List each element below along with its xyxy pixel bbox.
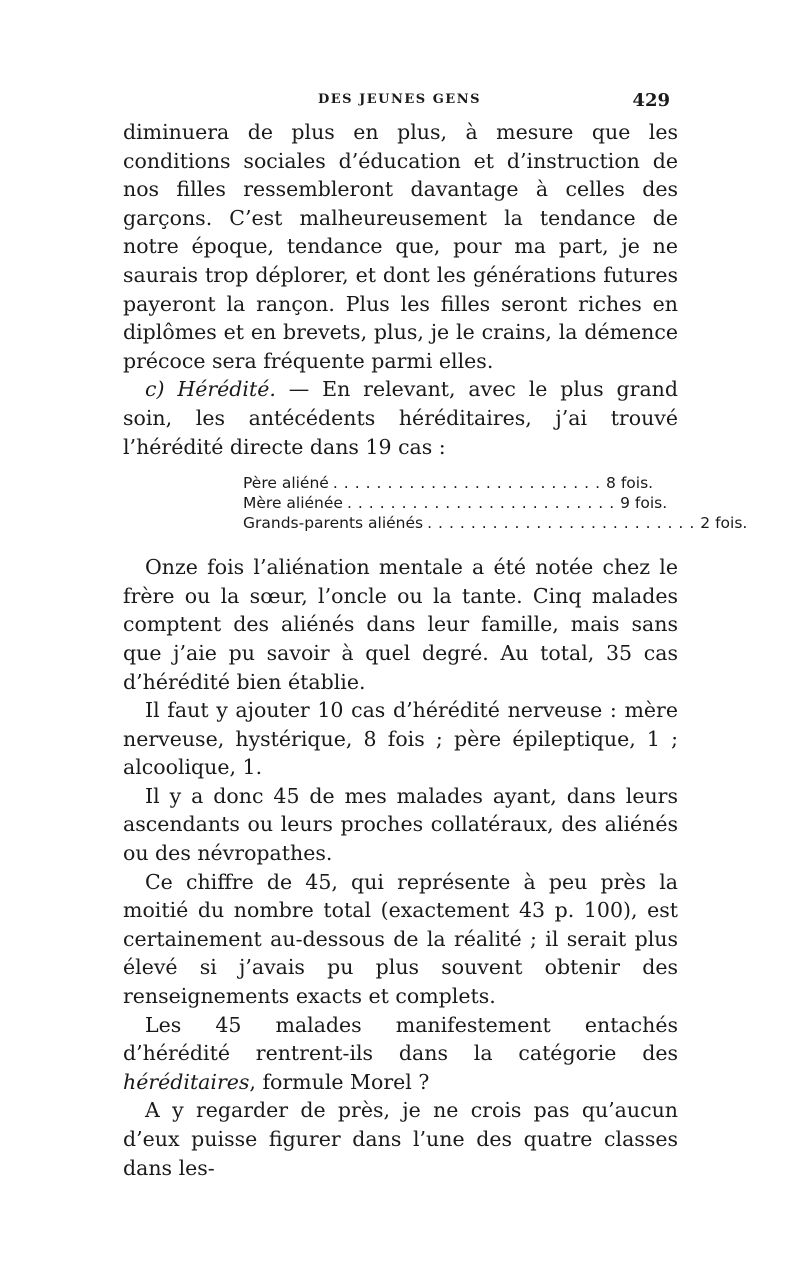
stats-value: 2 fois.	[700, 514, 748, 533]
book-page	[123, 88, 748, 1182]
paragraph-heredite	[123, 375, 678, 461]
paragraph: Il faut y ajouter 10 cas d’hérédité nerveuse : mère nerveuse, hystérique, 8 fois ; père épileptique, 1 ; alcoolique, 1.	[123, 698, 678, 780]
section-heading: Hérédité.	[177, 377, 276, 402]
paragraph: Onze fois l’aliénation mentale a été notée chez le frère ou la sœur, l’oncle ou la tante. Cinq malades comptent des aliénés dans leur famille, mais sans que j’aie pu savoir à quel degré. Au total, 35 cas d’hérédité bien établie.	[123, 555, 678, 694]
stats-value: 8 fois.	[606, 474, 654, 493]
stats-value: 9 fois.	[620, 494, 668, 513]
stats-label: Père aliéné	[243, 474, 329, 493]
paragraph: Ce chiffre de 45, qui représente à peu près la moitié du nombre total (exactement 43 p. 100), est certainement au-dessous de la réalité ; il serait plus élevé si j’avais pu plus souvent obtenir des renseignements exacts et complets.	[123, 869, 678, 1009]
section-text: — En relevant, avec le plus grand soin, les antécédents héréditaires, j’ai trouvé l’hérédité directe dans 19 cas :	[123, 377, 678, 459]
text-fragment: Les 45 malades manifestement entachés d’hérédité rentrent-ils dans la catégorie des	[123, 1012, 678, 1066]
paragraph-continuation: diminuera de plus en plus, à mesure que les conditions sociales d’éducation et d’instruction de nos filles ressembleront davantage à celles des garçons. C’est malheureusement la tendance de notre époque, tendance que, pour ma part, je ne saurais trop déplorer, et dont les générations futures payeront la rançon. Plus les filles seront riches en diplômes et en brevets, plus, je le crains, la démence précoce sera fréquente parmi elles.	[123, 120, 678, 373]
page-number: 429	[632, 90, 670, 111]
leader-dots: .........................	[427, 514, 701, 533]
running-title: DES JEUNES GENS	[318, 92, 481, 107]
text-fragment: , formule Morel ?	[249, 1069, 430, 1094]
stats-row-grandparents	[243, 513, 748, 533]
paragraph-last: A y regarder de près, je ne crois pas qu’aucun d’eux puisse figurer dans l’une des quatre classes dans les-	[123, 1098, 678, 1180]
body-text	[123, 118, 748, 1182]
stats-row-father	[243, 473, 654, 493]
running-head	[123, 88, 678, 118]
stats-label: Grands-parents aliénés	[243, 514, 424, 533]
leader-dots: .........................	[332, 474, 607, 493]
paragraph: Il y a donc 45 de mes malades ayant, dans leurs ascendants ou leurs proches collatéraux, des aliénés ou des névropathes.	[123, 783, 678, 866]
stats-label: Mère aliénée	[243, 494, 343, 513]
leader-dots: .........................	[346, 494, 621, 513]
section-marker: c)	[145, 377, 165, 402]
paragraph-morel	[123, 1011, 678, 1097]
heredity-stats-list	[243, 473, 748, 533]
emphasis-hereditaires: héréditaires	[123, 1069, 250, 1094]
stats-row-mother	[243, 493, 668, 513]
